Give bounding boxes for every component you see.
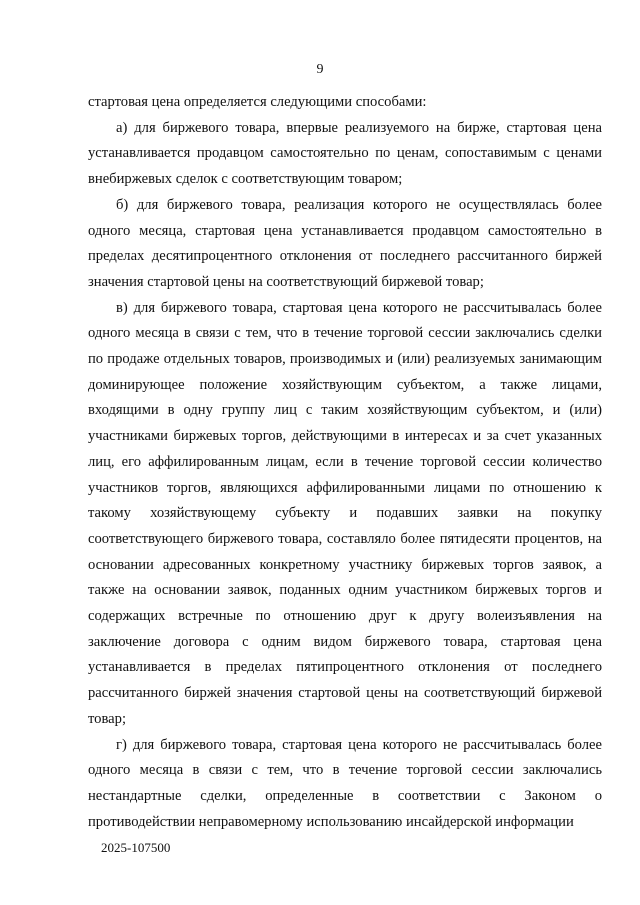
paragraph-b: б) для биржевого товара, реализация которого не осуществлялась более одного месяца, стартовая цена устанавливается продавцом самостоятельно в пределах десятипроцентного отклонения от последнего рассчитанного биржей значения стартовой цены на соответствующий биржевой товар; — [88, 196, 602, 290]
paragraph-g: г) для биржевого товара, стартовая цена которого не рассчитывалась более одного месяца в связи с тем, что в течение торговой сессии заключались нестандартные сделки, определенные в соответствии с Законом о противодействии неправомерному использованию инсайдерской информации — [88, 736, 602, 830]
document-code: 2025-107500 — [101, 840, 171, 855]
paragraph-a: а) для биржевого товара, впервые реализуемого на бирже, стартовая цена устанавливается продавцом самостоятельно по ценам, сопоставимым с ценами внебиржевых сделок с соответствующим товаром; — [88, 119, 602, 188]
document-body — [88, 90, 602, 835]
page-number: 9 — [316, 62, 324, 77]
paragraph-intro: стартовая цена определяется следующими способами: — [88, 94, 427, 110]
paragraph-v: в) для биржевого товара, стартовая цена которого не рассчитывалась более одного месяца в связи с тем, что в течение торговой сессии заключались сделки по продаже отдельных товаров, производимых и (или) реализуемых занимающим доминирующее положение хозяйствующим субъектом, а также лицами, входящими в одну группу лиц с таким хозяйствующим субъектом, и (или) участниками биржевых торгов, действующими в интересах и за счет указанных лиц, его аффилированным лицам, если в течение торговой сессии количество участников торгов, являющихся аффилированными лицами по отношению к такому хозяйствующему субъекту и подавших заявки на покупку соответствующего биржевого товара, составляло более пятидесяти процентов, на основании адресованных конкретному участнику биржевых торгов заявок, а также на основании заявок, поданных одним участником биржевых торгов и содержащих встречные по отношению друг к другу волеизъявления на заключение договора с одним видом биржевого товара, стартовая цена устанавливается в пределах пятипроцентного отклонения от последнего рассчитанного биржей значения стартовой цены на соответствующий биржевой товар; — [88, 299, 602, 727]
